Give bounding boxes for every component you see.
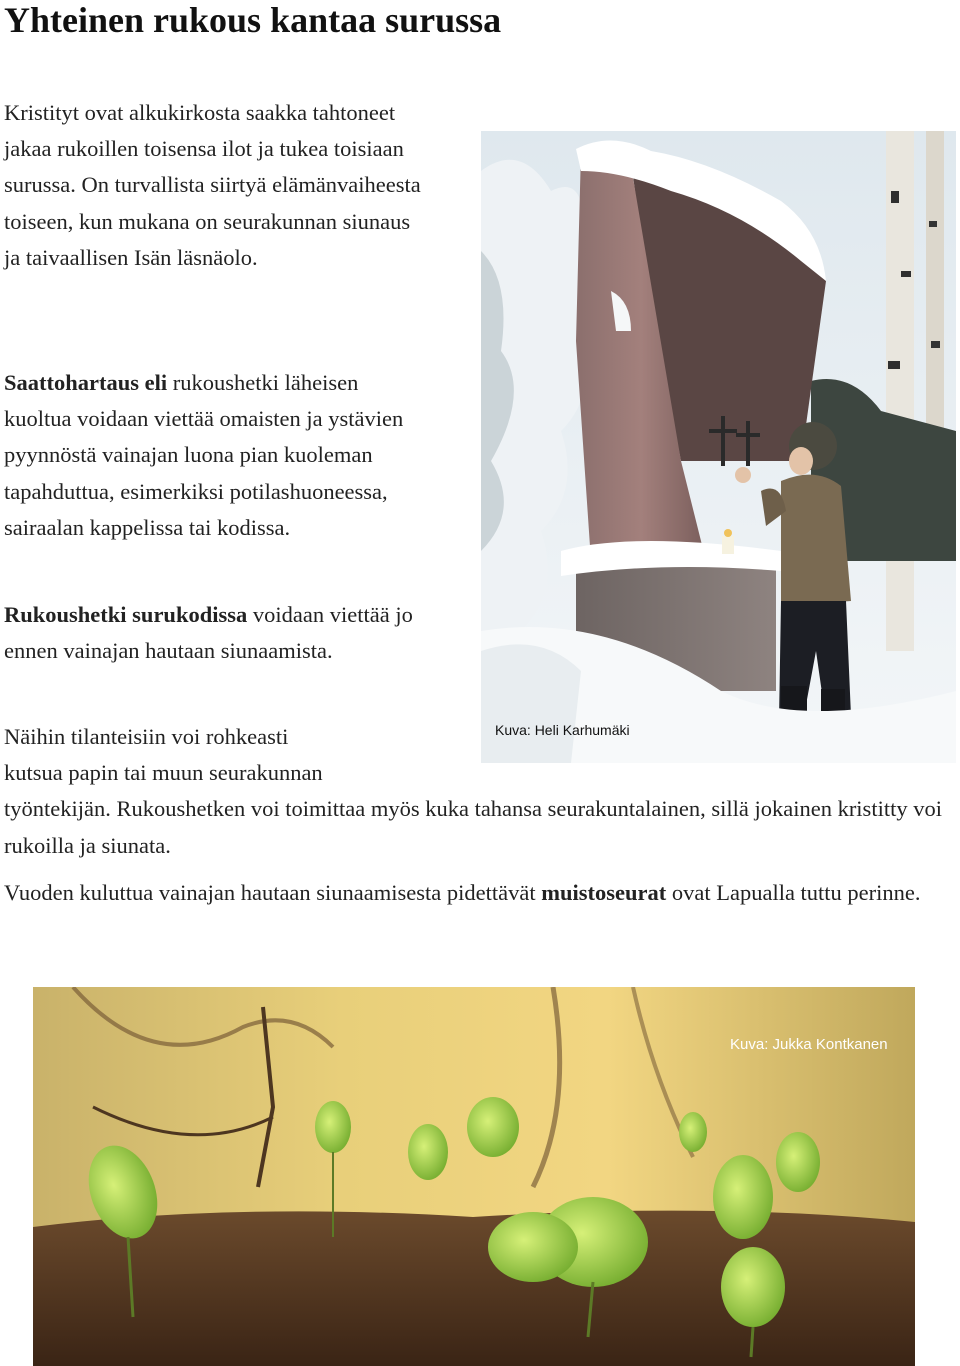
invite-text: työntekijän. Rukoushetken voi toimittaa myös kuka tahansa seurakuntalainen, sillä jokainen kristitty voi rukoilla ja siunata. xyxy=(4,796,942,858)
muistoseurat-text-before: Vuoden kuluttua vainajan hautaan siunaamisesta pidettävät xyxy=(4,880,542,905)
intro-paragraph: Kristityt ovat alkukirkosta saakka tahtoneet jakaa rukoillen toisensa ilot ja tukea toisiaan surussa. On turvallista siirtyä elämänvaiheesta toiseen, kun mukana on seurakunnan siunaus ja taivaallisen Isän läsnäolo. xyxy=(4,100,421,270)
surukoti-text: voidaan viettää jo ennen vainajan hautaan siunaamista. xyxy=(4,602,413,664)
muistoseurat-term: muistoseurat xyxy=(541,880,667,905)
saattohartaus-term: Saattohartaus eli xyxy=(4,370,168,395)
surukoti-paragraph xyxy=(4,597,424,669)
photo2-caption: Kuva: Jukka Kontkanen xyxy=(730,1036,888,1053)
muistoseurat-text-after: ovat Lapualla tuttu perinne. xyxy=(666,880,921,905)
page-title: Yhteinen rukous kantaa surussa xyxy=(4,0,502,40)
invite-line-2: kutsua papin tai muun seurakunnan xyxy=(4,760,323,786)
saattohartaus-text: rukoushetki läheisen kuoltua voidaan viettää omaisten ja ystävien pyynnöstä vainajan luona pian kuoleman tapahduttua, esimerkiksi potilashuoneessa, sairaalan kappelissa tai kodissa. xyxy=(4,370,404,540)
invite-line-1: Näihin tilanteisiin voi rohkeasti xyxy=(4,724,289,749)
photo1-caption: Kuva: Heli Karhumäki xyxy=(495,722,630,738)
surukoti-term: Rukoushetki surukodissa xyxy=(4,602,248,627)
winter-grave-photo xyxy=(481,131,956,763)
muistoseurat-paragraph xyxy=(4,875,954,911)
saattohartaus-paragraph xyxy=(4,365,424,546)
